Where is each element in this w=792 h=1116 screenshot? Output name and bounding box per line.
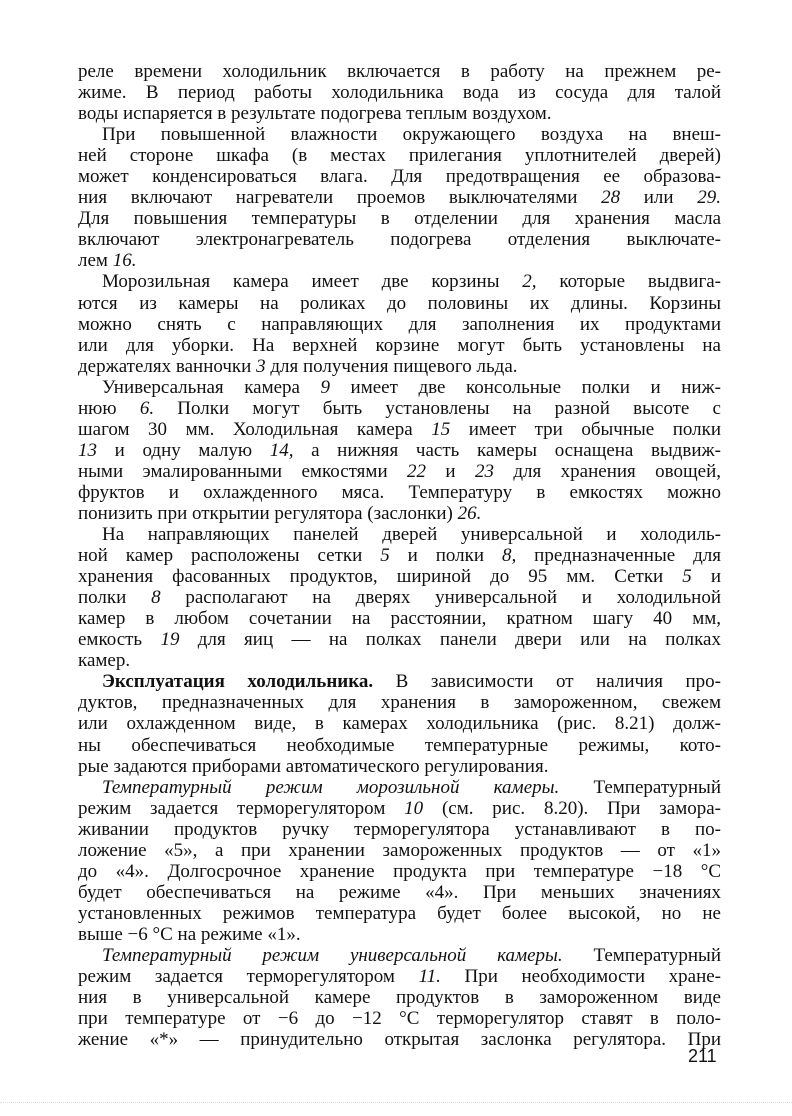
text-segment: имеет три обычные полки	[450, 418, 721, 440]
text-segment: ния включают нагреватели проемов выключателями	[78, 187, 602, 209]
text-line	[78, 82, 721, 103]
text-segment: или для уборки. На верхней корзине могут быть установлены на	[78, 334, 721, 356]
text-segment: может конденсироваться влага. Для предотвращения ее образова-	[78, 166, 721, 188]
text-segment: ны обеспечиваться необходимые температурные режимы, кото-	[78, 734, 721, 756]
italic-text: 8,	[502, 545, 517, 567]
paragraph	[78, 377, 721, 524]
text-segment: для яиц — на полках панели двери или на полках	[179, 629, 721, 651]
text-segment: Температурный	[562, 944, 721, 966]
text-line	[78, 187, 721, 208]
paragraph	[78, 945, 721, 1050]
text-line	[78, 398, 721, 419]
italic-text: 11.	[418, 966, 441, 988]
italic-text: 16.	[112, 250, 137, 272]
text-segment: и полки	[389, 545, 502, 567]
text-segment: предназначенные для	[516, 545, 721, 567]
text-line	[78, 924, 721, 945]
text-line	[78, 524, 721, 545]
italic-text: Температурный режим морозильной камеры.	[102, 776, 560, 798]
text-line	[78, 882, 721, 903]
text-segment: Универсальная камера	[102, 376, 321, 398]
text-line	[78, 1029, 721, 1050]
text-segment: режим задается терморегулятором	[78, 966, 419, 988]
paragraph	[78, 524, 721, 671]
text-line	[78, 61, 721, 82]
text-line	[78, 124, 721, 145]
italic-text: 3	[256, 355, 266, 377]
text-segment: которые выдвига-	[536, 271, 721, 293]
text-line	[78, 314, 721, 335]
text-line	[78, 208, 721, 229]
text-segment: и одну малую	[97, 439, 270, 461]
text-segment: установленных режимов температура будет более высокой, но не	[78, 902, 721, 924]
text-line	[78, 503, 721, 524]
text-segment: понизить при открытии регулятора (заслонки)	[78, 502, 458, 524]
page-number: 211	[688, 1046, 717, 1066]
text-line	[78, 735, 721, 756]
text-segment: лем	[78, 250, 113, 272]
text-line	[78, 840, 721, 861]
text-segment: выше −6 °С на режиме «1».	[78, 923, 301, 945]
text-segment: нюю	[78, 397, 140, 419]
text-line	[78, 650, 721, 671]
text-segment: ной камер расположены сетки	[78, 545, 381, 567]
text-line	[78, 293, 721, 314]
italic-text: 2,	[522, 271, 537, 293]
text-segment: живании продуктов ручку терморегулятора устанавливают в по-	[78, 818, 721, 840]
text-line	[78, 166, 721, 187]
text-segment: (см. рис. 8.20). При замора-	[423, 797, 722, 819]
bold-heading: Эксплуатация холодильника.	[102, 671, 374, 693]
text-segment: жиме. В период работы холодильника вода из сосуда для талой	[78, 82, 721, 104]
italic-text: 9	[320, 376, 331, 398]
text-segment: камер.	[78, 650, 131, 672]
text-segment: а нижняя часть камеры оснащена выдвиж-	[293, 439, 722, 461]
text-segment: располагают на дверях универсальной и холодильной	[160, 587, 721, 609]
text-segment: можно снять с направляющих для заполнения их продуктами	[78, 313, 721, 335]
text-line	[78, 713, 721, 734]
text-line	[78, 461, 721, 482]
text-segment: дуктов, предназначенных для хранения в замороженном, свежем	[78, 692, 721, 714]
text-line	[78, 419, 721, 440]
text-line	[78, 945, 721, 966]
text-segment: Для повышения температуры в отделении для хранения масла	[78, 208, 721, 230]
text-segment: хранения фасованных продуктов, шириной до 95 мм. Сетки	[78, 566, 683, 588]
text-line	[78, 335, 721, 356]
text-segment: Полки могут быть установлены на разной высоте с	[154, 397, 721, 419]
paragraph	[78, 777, 721, 945]
text-line	[78, 356, 721, 377]
text-segment: полки	[78, 587, 152, 609]
text-line	[78, 440, 721, 461]
italic-text: 8	[151, 587, 161, 609]
text-line	[78, 861, 721, 882]
text-line	[78, 103, 721, 124]
text-line	[78, 798, 721, 819]
text-line	[78, 692, 721, 713]
text-segment: или охлажденном виде, в камерах холодильника (рис. 8.21) долж-	[78, 713, 721, 735]
page-edge-divider	[0, 1102, 792, 1103]
text-segment: для получения пищевого льда.	[265, 355, 518, 377]
text-segment: воды испаряется в результате подогрева теплым воздухом.	[78, 103, 552, 125]
paragraph	[78, 61, 721, 124]
text-segment: имеет две консольные полки и ниж-	[330, 376, 721, 398]
text-segment: до «4». Долгосрочное хранение продукта при температуре −18 °С	[78, 860, 721, 882]
text-line	[78, 229, 721, 250]
text-segment: режим задается терморегулятором	[78, 797, 405, 819]
text-line	[78, 903, 721, 924]
text-segment: реле времени холодильник включается в работу на прежнем ре-	[78, 61, 721, 82]
text-segment: ней стороне шкафа (в местах прилегания уплотнителей дверей)	[78, 145, 721, 167]
text-segment: при температуре от −6 до −12 °С терморегулятор ставят в поло-	[78, 1008, 721, 1030]
text-line	[78, 377, 721, 398]
italic-text: 5	[380, 545, 390, 567]
text-segment: В зависимости от наличия про-	[373, 671, 721, 693]
text-line	[78, 966, 721, 987]
italic-text: 26.	[457, 502, 482, 524]
text-segment: Морозильная камера имеет две корзины	[102, 271, 523, 293]
italic-text: 5	[682, 566, 692, 588]
body-text	[78, 61, 721, 1050]
italic-text: 6.	[139, 397, 155, 419]
italic-text: 29.	[697, 187, 722, 209]
italic-text: 23	[474, 460, 494, 482]
text-line	[78, 545, 721, 566]
text-line	[78, 566, 721, 587]
text-segment: емкость	[78, 629, 161, 651]
text-line	[78, 587, 721, 608]
text-line	[78, 777, 721, 798]
text-line	[78, 756, 721, 777]
text-segment: включают электронагреватель подогрева отделения выключате-	[78, 229, 721, 251]
paragraph	[78, 124, 721, 271]
italic-text: 15	[431, 418, 451, 440]
text-line	[78, 482, 721, 503]
paragraph	[78, 271, 721, 376]
text-segment: ются из камеры на роликах до половины их длины. Корзины	[78, 292, 721, 314]
text-segment: держателях ванночки	[78, 355, 257, 377]
text-segment: рые задаются приборами автоматического регулирования.	[78, 755, 549, 777]
text-line	[78, 271, 721, 292]
text-line	[78, 1008, 721, 1029]
text-segment: шагом 30 мм. Холодильная камера	[78, 418, 432, 440]
text-segment: жение «*» — принудительно открытая заслонка регулятора. При	[78, 1029, 721, 1051]
italic-text: 28	[601, 187, 621, 209]
text-segment: ными эмалированными емкостями	[78, 460, 408, 482]
italic-text: 13	[78, 439, 97, 461]
text-segment: для хранения овощей,	[493, 460, 721, 482]
italic-text: 10	[404, 797, 424, 819]
text-line	[78, 987, 721, 1008]
text-line	[78, 145, 721, 166]
italic-text: Температурный режим универсальной камеры.	[102, 944, 563, 966]
text-line	[78, 819, 721, 840]
text-segment: ния в универсальной камере продуктов в замороженном виде	[78, 987, 721, 1009]
text-segment: На направляющих панелей дверей универсальной и холодиль-	[102, 524, 721, 546]
text-line	[78, 250, 721, 271]
text-segment: Температурный	[559, 776, 721, 798]
text-line	[78, 629, 721, 650]
text-segment: будет обеспечиваться на режиме «4». При меньших значениях	[78, 881, 721, 903]
text-line	[78, 671, 721, 692]
italic-text: 19	[160, 629, 180, 651]
text-segment: При повышенной влажности окружающего воздуха на внеш-	[102, 124, 721, 146]
paragraph	[78, 671, 721, 776]
text-segment: и	[691, 566, 721, 588]
text-segment: ложение «5», а при хранении замороженных продуктов — от «1»	[78, 839, 721, 861]
text-segment: При необходимости хране-	[440, 966, 721, 988]
text-segment: фруктов и охлажденного мяса. Температуру в емкостях можно	[78, 481, 721, 503]
italic-text: 14,	[269, 439, 294, 461]
text-line	[78, 608, 721, 629]
text-segment: камер в любом сочетании на расстоянии, кратном шагу 40 мм,	[78, 608, 721, 630]
italic-text: 22	[407, 460, 427, 482]
text-segment: или	[620, 187, 698, 209]
text-segment: и	[426, 460, 475, 482]
